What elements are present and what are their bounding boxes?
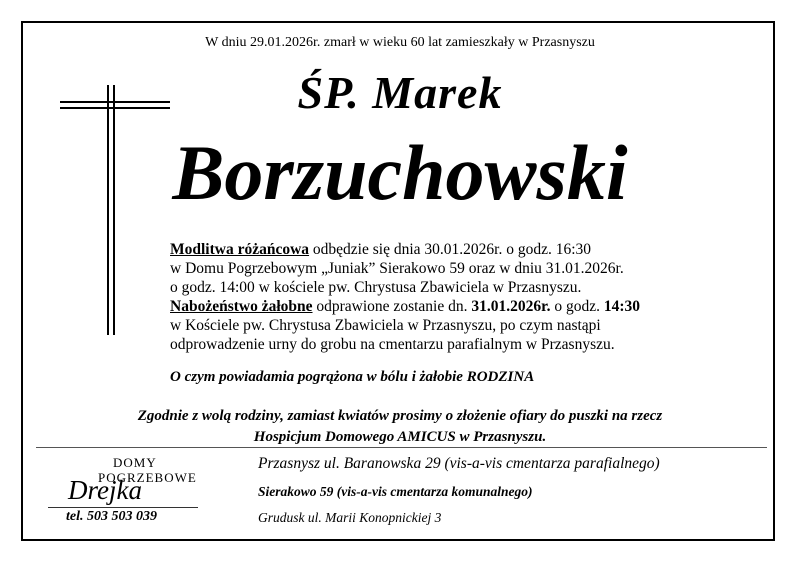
rosary-place: w Domu Pogrzebowym „Juniak” Sierakowo 59 oraz w dniu 31.01.2026r. (170, 260, 624, 277)
mass-time: o godz. 14:00 w kościele pw. Chrystusa Zbawiciela w Przasnyszu. (170, 279, 582, 296)
footer-divider (36, 447, 767, 448)
funeral-date: 31.01.2026r. (471, 298, 551, 315)
deceased-first-name: ŚP. Marek (297, 67, 503, 118)
death-notice-line: W dniu 29.01.2026r. zmarł w wieku 60 lat zamieszkały w Przasnyszu (205, 35, 595, 50)
phone-number: tel. 503 503 039 (66, 509, 157, 524)
rosary-time: odbędzie się dnia 30.01.2026r. o godz. 16:30 (309, 241, 592, 258)
rosary-label: Modlitwa różańcowa (170, 241, 310, 258)
deceased-surname: Borzuchowski (172, 129, 628, 216)
address-grudusk: Grudusk ul. Marii Konopnickiej 3 (258, 510, 442, 525)
address-przasnysz: Przasnysz ul. Baranowska 29 (vis-a-vis cmentarza parafialnego) (258, 455, 660, 472)
ceremony-details: Modlitwa różańcowa odbędzie się dnia 30.01.2026r. o godz. 16:30 w Domu Pogrzebowym „Juniak” Sierakowo 59 oraz w dniu 31.01.2026r. o godz. 14:00 w kościele pw. Chrystusa Zbawiciela w Przasnyszu. Nabożeństwo żałobne odprawione zostanie dn. 31.01.2026r. o godz. 14:30 w Kościele pw. Chrystusa Zbawiciela w Przasnyszu, po czym nastąpi odprowadzenie urny do grobu na cmentarzu parafialnym w Przasnyszu. (170, 240, 690, 354)
address-sierakowo: Sierakowo 59 (vis-a-vis cmentarza komunalnego) (258, 484, 533, 499)
donation-wish: Zgodnie z wolą rodziny, zamiast kwiatów prosimy o złożenie ofiary do puszki na rzecz Hospicjum Domowego AMICUS w Przasnyszu. (137, 408, 663, 445)
family-line: O czym powiadamia pogrążona w bólu i żałobie RODZINA (170, 369, 535, 385)
funeral-time: 14:30 (603, 298, 641, 315)
burial-place: odprowadzenie urny do grobu na cmentarzu parafialnym w Przasnyszu. (170, 336, 615, 353)
funeral-home-logo: DOMY POGRZEBOWE Drejka (38, 455, 203, 527)
funeral-place: w Kościele pw. Chrystusa Zbawiciela w Przasnyszu, po czym nastąpi (170, 317, 601, 334)
funeral-label: Nabożeństwo żałobne (170, 298, 313, 315)
